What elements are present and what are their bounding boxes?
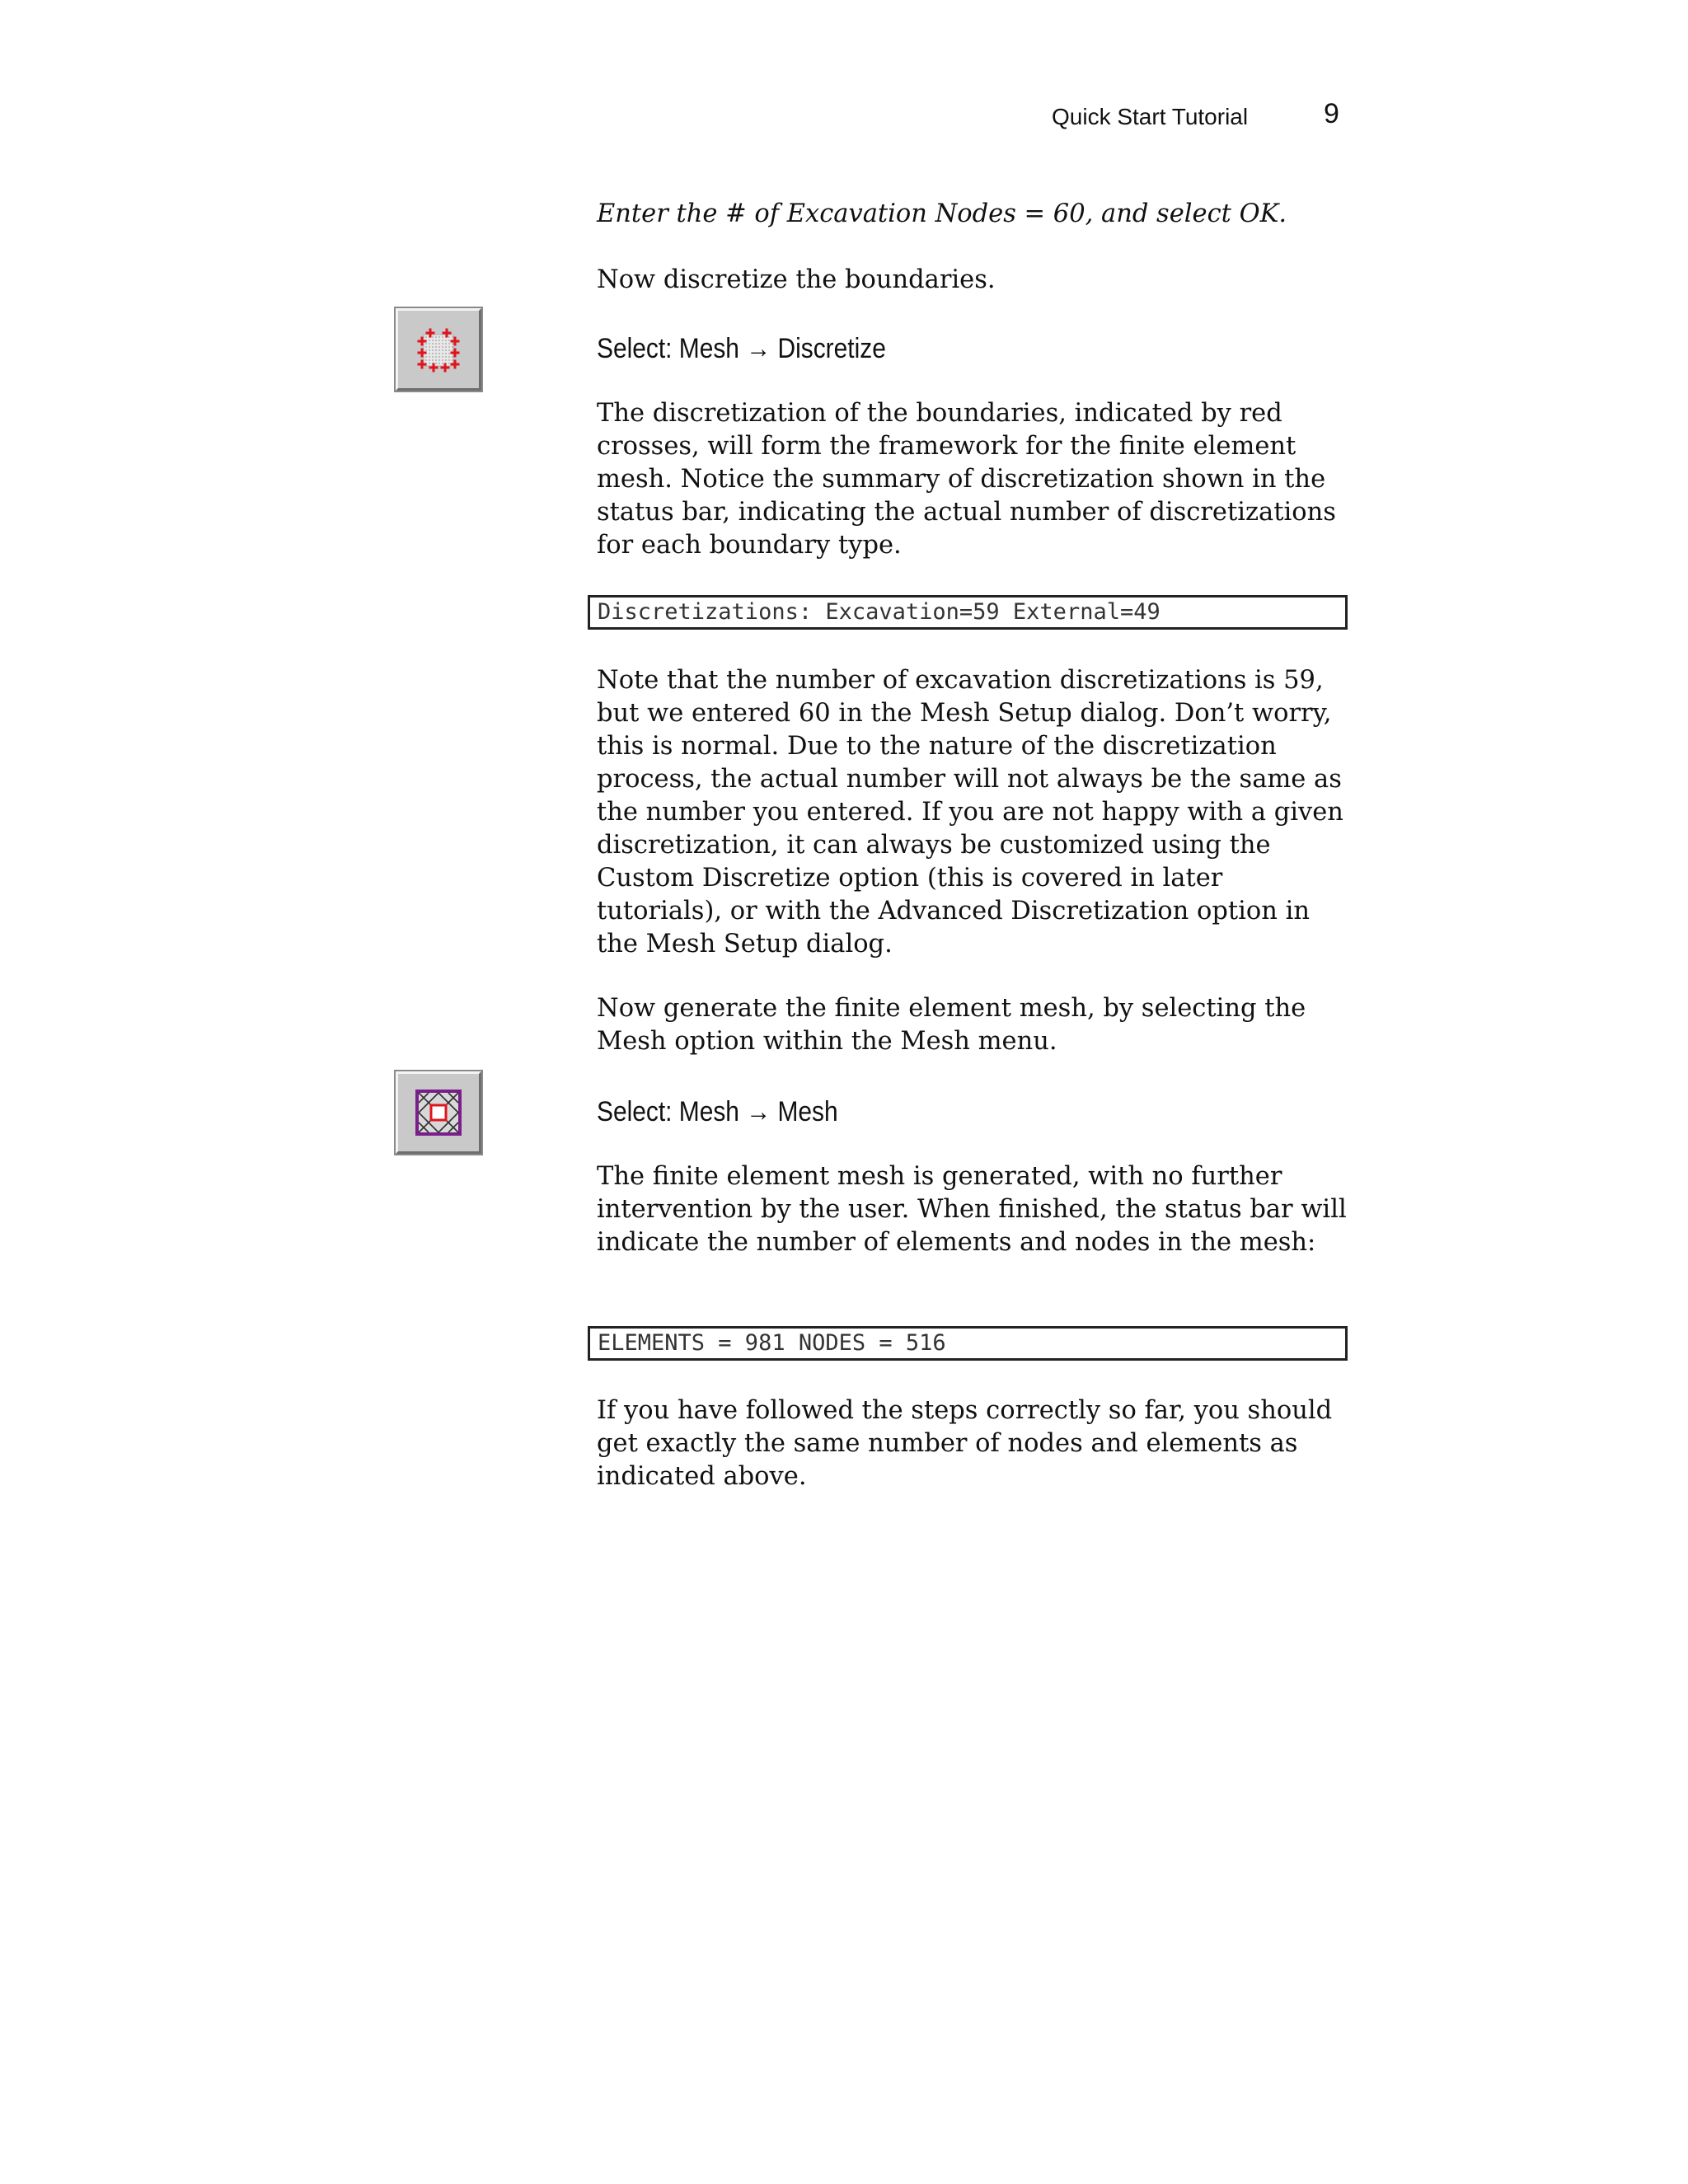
- discretization-note: Note that the number of excavation discretizations is 59, but we entered 60 in the Mesh Setup dialog. Don’t worry, this is normal. Due to the nature of the discretization process, the actual number will not always be the same as the number you entered. If you are not happy with a given discretization, it can always be customized using the Custom Discretize option (this is covered in later tutorials), or with the Advanced Discretization option in the Mesh Setup dialog.: [597, 666, 1343, 958]
- mesh-icon: [412, 1086, 465, 1139]
- mesh-status-bar: ELEMENTS = 981 NODES = 516: [588, 1326, 1348, 1361]
- mesh-description: The finite element mesh is generated, with no further intervention by the user. When finished, the status bar will indicate the number of elements and nodes in the mesh:: [597, 1162, 1347, 1257]
- header-title: Quick Start Tutorial: [1052, 104, 1249, 129]
- discretization-status-bar: Discretizations: Excavation=59 External=49: [588, 595, 1348, 630]
- discretize-description: The discretization of the boundaries, indicated by red crosses, will form the framework for the finite element mesh. Notice the summary of discretization shown in the status bar, indicating the actual number of discretizations for each boundary type.: [597, 399, 1336, 560]
- discretize-select-instruction: Select: Mesh → Discretize: [597, 333, 886, 364]
- mesh-prompt: Now generate the finite element mesh, by selecting the Mesh option within the Mesh menu.: [597, 994, 1306, 1056]
- mesh-select-instruction: Select: Mesh → Mesh: [597, 1096, 838, 1127]
- intro-instruction: Enter the # of Excavation Nodes = 60, and select OK.: [597, 199, 1287, 228]
- discretize-icon: [412, 323, 465, 376]
- discretize-toolbar-button[interactable]: [396, 308, 481, 391]
- discretize-prompt: Now discretize the boundaries.: [597, 265, 996, 294]
- mesh-toolbar-button[interactable]: [396, 1071, 481, 1154]
- closing-note: If you have followed the steps correctly so far, you should get exactly the same number of nodes and elements as indicated above.: [597, 1396, 1333, 1491]
- page-number: 9: [1324, 98, 1339, 129]
